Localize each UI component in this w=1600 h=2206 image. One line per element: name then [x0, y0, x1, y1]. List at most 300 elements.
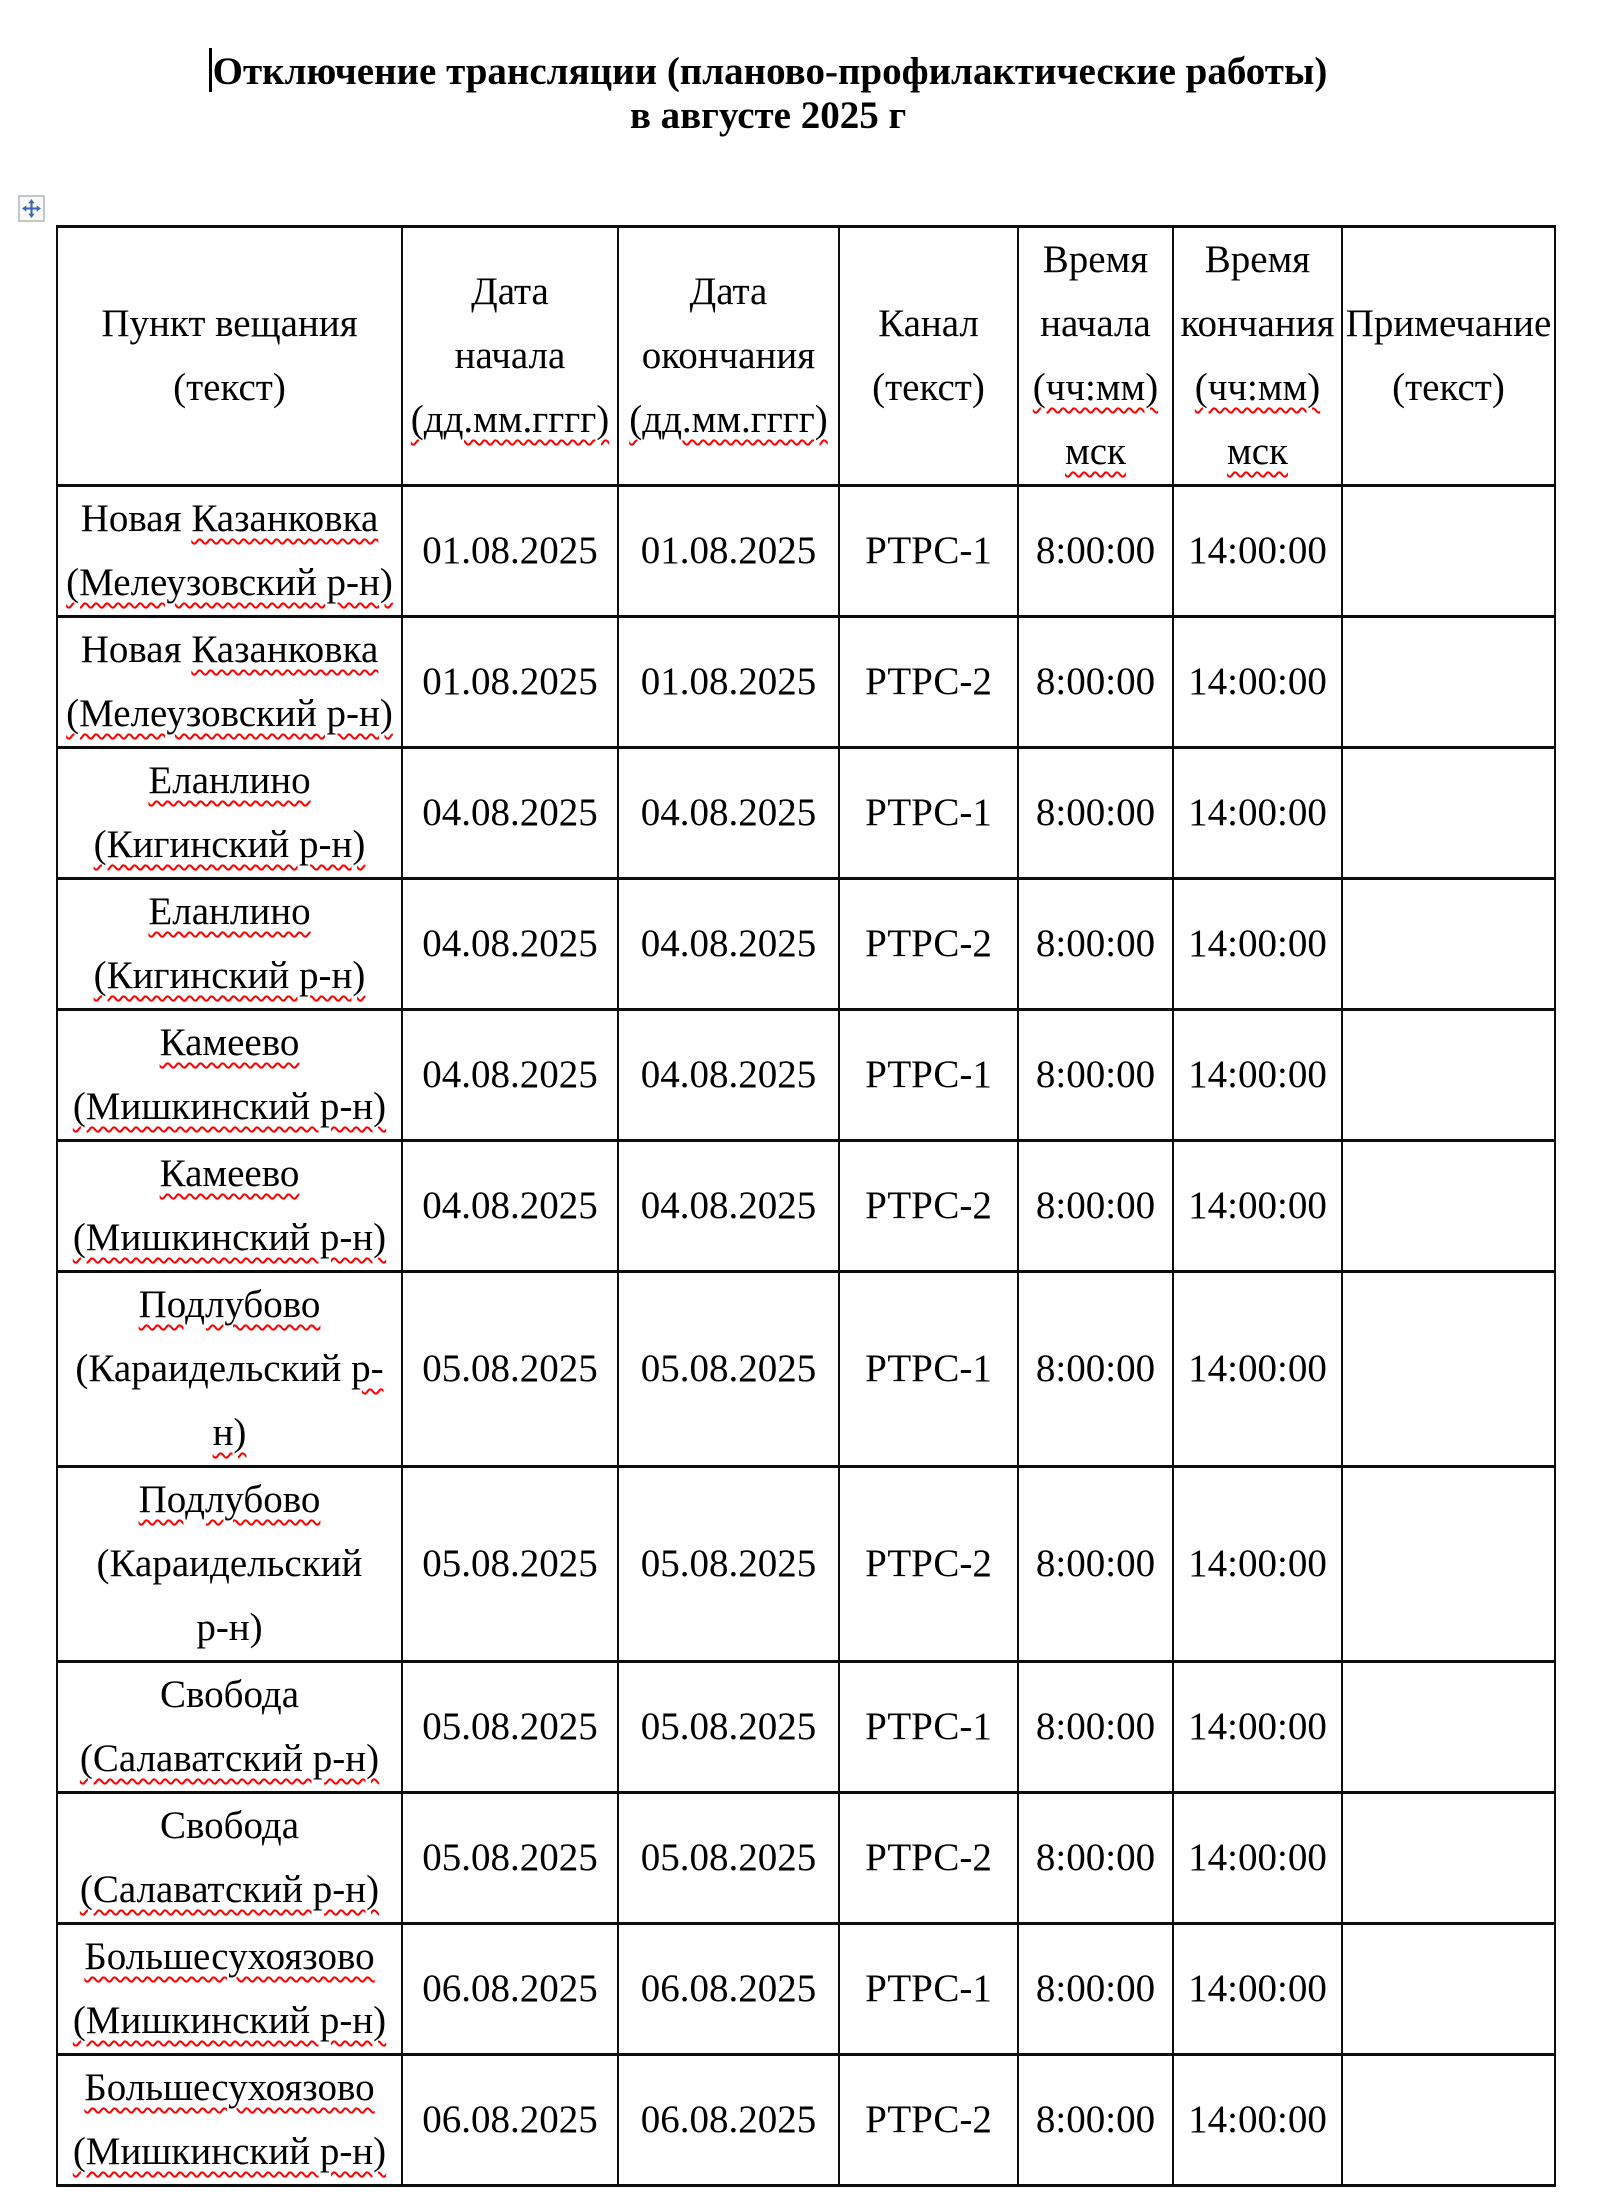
- text-segment: 8:00:00: [1035, 1967, 1156, 2010]
- cell-date-start[interactable]: [402, 486, 618, 617]
- cell-text-line: [619, 2088, 838, 2152]
- text-segment: 04.08.2025: [422, 791, 598, 834]
- cell-note[interactable]: [1342, 486, 1555, 617]
- text-segment: Время: [1204, 238, 1311, 281]
- cell-note[interactable]: [1342, 1010, 1555, 1141]
- table-row: [57, 1272, 1555, 1467]
- header-cell-point[interactable]: [57, 227, 402, 486]
- cell-text-line: [840, 519, 1017, 583]
- cell-text-line: [58, 813, 401, 877]
- document-title[interactable]: [0, 48, 1536, 138]
- cell-date-end[interactable]: [618, 879, 839, 1010]
- cell-text-line: [403, 650, 617, 714]
- cell-text-line: [58, 1794, 401, 1858]
- cell-time-end[interactable]: [1173, 1467, 1342, 1662]
- cell-text-line: [403, 1826, 617, 1890]
- cell-text-line: [58, 1663, 401, 1727]
- cell-text-line: [840, 1532, 1017, 1596]
- cell-date-end[interactable]: [618, 2055, 839, 2186]
- cell-channel[interactable]: [839, 1141, 1018, 1272]
- text-segment: 8:00:00: [1035, 1347, 1156, 1390]
- cell-text-line: [619, 260, 838, 324]
- text-segment: 8:00:00: [1035, 1705, 1156, 1748]
- cell-time-end[interactable]: [1173, 2055, 1342, 2186]
- cell-point[interactable]: [57, 879, 402, 1010]
- cell-text-line: [1174, 356, 1341, 420]
- misspelled-text: (Мелеузовский р-н): [66, 692, 393, 735]
- misspelled-text: (чч:мм): [1194, 366, 1321, 409]
- cell-text-line: [58, 944, 401, 1008]
- cell-text-line: [1174, 1043, 1341, 1107]
- cell-note[interactable]: [1342, 1141, 1555, 1272]
- text-segment: (текст): [872, 366, 985, 409]
- text-segment: 05.08.2025: [640, 1836, 817, 1879]
- cell-text-line: [840, 1826, 1017, 1890]
- header-cell-date_end[interactable]: [618, 227, 839, 486]
- title-line-2: в августе 2025 г: [629, 94, 907, 137]
- cell-text-line: [840, 1174, 1017, 1238]
- misspelled-text: н): [212, 1411, 247, 1454]
- cell-date-start[interactable]: [402, 1924, 618, 2055]
- cell-date-start[interactable]: [402, 2055, 618, 2186]
- cell-text-line: [58, 749, 401, 813]
- text-segment: Время: [1042, 238, 1149, 281]
- outage-schedule-table: [56, 225, 1556, 2187]
- cell-text-line: [1019, 912, 1172, 976]
- text-segment: РТРС-1: [865, 1347, 992, 1390]
- text-segment: (Караидельский: [75, 1347, 352, 1390]
- cell-date-end[interactable]: [618, 1272, 839, 1467]
- misspelled-text: мск: [1227, 430, 1288, 473]
- misspelled-text: Подлубово: [138, 1283, 321, 1326]
- cell-note[interactable]: [1342, 1924, 1555, 2055]
- cell-time-start[interactable]: [1018, 1141, 1173, 1272]
- cell-time-end[interactable]: [1173, 617, 1342, 748]
- misspelled-text: Еланлино: [148, 759, 311, 802]
- cell-text-line: [58, 1468, 401, 1532]
- text-segment: кончания: [1180, 302, 1335, 345]
- cell-text-line: [619, 519, 838, 583]
- table-row: [57, 1924, 1555, 2055]
- misspelled-text: Камеево: [159, 1152, 300, 1195]
- cell-point[interactable]: [57, 2055, 402, 2186]
- cell-date-end[interactable]: [618, 1793, 839, 1924]
- cell-point[interactable]: [57, 617, 402, 748]
- text-segment: РТРС-1: [865, 529, 992, 572]
- cell-note[interactable]: [1342, 1793, 1555, 1924]
- text-segment: Дата: [689, 270, 768, 313]
- cell-date-start[interactable]: [402, 1467, 618, 1662]
- cell-text-line: [58, 1011, 401, 1075]
- cell-text-line: [1174, 650, 1341, 714]
- cell-text-line: [1174, 1695, 1341, 1759]
- text-segment: 05.08.2025: [640, 1542, 817, 1585]
- text-segment: начала: [454, 334, 566, 377]
- cell-text-line: [840, 781, 1017, 845]
- cell-text-line: [403, 388, 617, 452]
- cell-text-line: [1174, 1957, 1341, 2021]
- table-row: [57, 1467, 1555, 1662]
- text-segment: 04.08.2025: [640, 791, 817, 834]
- cell-date-start[interactable]: [402, 1662, 618, 1793]
- move-icon: [22, 199, 41, 218]
- cell-time-start[interactable]: [1018, 486, 1173, 617]
- cell-time-end[interactable]: [1173, 1141, 1342, 1272]
- cell-time-start[interactable]: [1018, 1793, 1173, 1924]
- text-segment: 14:00:00: [1188, 1542, 1327, 1585]
- cell-text-line: [58, 1206, 401, 1270]
- misspelled-text: Подлубово: [138, 1478, 321, 1521]
- text-segment: 8:00:00: [1035, 1053, 1156, 1096]
- cell-point[interactable]: [57, 1662, 402, 1793]
- text-segment: Примечание: [1345, 302, 1552, 345]
- text-segment: Новая: [80, 628, 192, 671]
- misspelled-text: р-: [351, 1347, 384, 1390]
- cell-time-end[interactable]: [1173, 486, 1342, 617]
- cell-time-start[interactable]: [1018, 1467, 1173, 1662]
- text-segment: Пункт вещания: [101, 302, 358, 345]
- cell-date-end[interactable]: [618, 1467, 839, 1662]
- cell-text-line: [840, 292, 1017, 356]
- cell-text-line: [840, 1957, 1017, 2021]
- cell-text-line: [58, 487, 401, 551]
- text-segment: 01.08.2025: [422, 660, 598, 703]
- cell-text-line: [1174, 228, 1341, 292]
- table-row: [57, 1662, 1555, 1793]
- cell-text-line: [58, 1075, 401, 1139]
- cell-text-line: [840, 356, 1017, 420]
- misspelled-text: (Салаватский р-н): [79, 1737, 380, 1780]
- table-row: [57, 748, 1555, 879]
- cell-text-line: [1019, 1532, 1172, 1596]
- text-segment: 14:00:00: [1188, 791, 1327, 834]
- misspelled-text: (Мишкинский р-н): [72, 1999, 387, 2042]
- text-segment: 8:00:00: [1035, 791, 1156, 834]
- text-segment: 8:00:00: [1035, 1836, 1156, 1879]
- cell-date-end[interactable]: [618, 748, 839, 879]
- cell-text-line: [1174, 1532, 1341, 1596]
- cell-text-line: [58, 1727, 401, 1791]
- misspelled-text: (дд.мм.гггг): [629, 398, 828, 441]
- text-segment: РТРС-1: [865, 1705, 992, 1748]
- table-move-handle[interactable]: [18, 195, 45, 222]
- cell-text-line: [1019, 228, 1172, 292]
- misspelled-text: (Салаватский р-н): [79, 1868, 380, 1911]
- cell-text-line: [1174, 1174, 1341, 1238]
- cell-text-line: [619, 650, 838, 714]
- header-cell-time_start[interactable]: [1018, 227, 1173, 486]
- text-segment: Канал: [878, 302, 979, 345]
- cell-text-line: [1019, 650, 1172, 714]
- text-segment: р-н): [196, 1606, 263, 1649]
- header-cell-note[interactable]: [1342, 227, 1555, 486]
- cell-text-line: [619, 1532, 838, 1596]
- cell-point[interactable]: [57, 1793, 402, 1924]
- cell-channel[interactable]: [839, 879, 1018, 1010]
- text-segment: РТРС-2: [865, 1836, 992, 1879]
- cell-text-line: [58, 618, 401, 682]
- text-segment: (текст): [1392, 366, 1505, 409]
- cell-text-line: [403, 781, 617, 845]
- cell-date-end[interactable]: [618, 486, 839, 617]
- cell-time-end[interactable]: [1173, 1272, 1342, 1467]
- cell-text-line: [58, 2120, 401, 2184]
- table-row: [57, 2055, 1555, 2186]
- header-cell-time_end[interactable]: [1173, 227, 1342, 486]
- title-line-1: [0, 48, 1536, 94]
- cell-time-end[interactable]: [1173, 1010, 1342, 1141]
- cell-time-end[interactable]: [1173, 879, 1342, 1010]
- cell-channel[interactable]: [839, 748, 1018, 879]
- text-segment: 04.08.2025: [640, 1184, 817, 1227]
- misspelled-text: (Кигинский р-н): [93, 823, 366, 866]
- cell-text-line: [403, 1957, 617, 2021]
- text-segment: Свобода: [159, 1804, 300, 1847]
- text-segment: Свобода: [159, 1673, 300, 1716]
- text-segment: 01.08.2025: [640, 660, 817, 703]
- cell-time-end[interactable]: [1173, 1924, 1342, 2055]
- cell-channel[interactable]: [839, 1924, 1018, 2055]
- cell-text-line: [1174, 420, 1341, 484]
- text-segment: РТРС-1: [865, 1053, 992, 1096]
- cell-text-line: [403, 1174, 617, 1238]
- text-segment: 8:00:00: [1035, 660, 1156, 703]
- cell-time-start[interactable]: [1018, 748, 1173, 879]
- cell-note[interactable]: [1342, 1272, 1555, 1467]
- cell-text-line: [403, 324, 617, 388]
- cell-point[interactable]: [57, 486, 402, 617]
- cell-point[interactable]: [57, 748, 402, 879]
- misspelled-text: (Кигинский р-н): [93, 954, 366, 997]
- text-segment: РТРС-1: [865, 1967, 992, 2010]
- cell-time-end[interactable]: [1173, 1662, 1342, 1793]
- cell-date-end[interactable]: [618, 1141, 839, 1272]
- cell-text-line: [619, 781, 838, 845]
- cell-time-start[interactable]: [1018, 879, 1173, 1010]
- cell-text-line: [619, 1337, 838, 1401]
- text-segment: 06.08.2025: [640, 1967, 817, 2010]
- cell-note[interactable]: [1342, 1467, 1555, 1662]
- misspelled-text: (Мишкинский р-н): [72, 2130, 387, 2173]
- header-cell-date_start[interactable]: [402, 227, 618, 486]
- cell-text-line: [403, 1695, 617, 1759]
- text-segment: 01.08.2025: [640, 529, 817, 572]
- text-segment: 04.08.2025: [640, 1053, 817, 1096]
- text-segment: начала: [1040, 302, 1151, 345]
- text-segment: 14:00:00: [1188, 922, 1327, 965]
- text-segment: 14:00:00: [1188, 1967, 1327, 2010]
- text-segment: 06.08.2025: [640, 2098, 817, 2141]
- table-row: [57, 1010, 1555, 1141]
- table-row: [57, 1141, 1555, 1272]
- cell-text-line: [840, 1695, 1017, 1759]
- cell-note[interactable]: [1342, 748, 1555, 879]
- cell-note[interactable]: [1342, 1662, 1555, 1793]
- cell-note[interactable]: [1342, 617, 1555, 748]
- table-row: [57, 1793, 1555, 1924]
- text-segment: 05.08.2025: [422, 1347, 598, 1390]
- cell-channel[interactable]: [839, 486, 1018, 617]
- cell-date-end[interactable]: [618, 1924, 839, 2055]
- cell-time-start[interactable]: [1018, 1010, 1173, 1141]
- cell-text-line: [58, 551, 401, 615]
- cell-text-line: [403, 1043, 617, 1107]
- cell-text-line: [58, 1401, 401, 1465]
- text-segment: (Караидельский: [96, 1542, 363, 1585]
- cell-text-line: [1019, 1043, 1172, 1107]
- table-row: [57, 486, 1555, 617]
- cell-time-start[interactable]: [1018, 617, 1173, 748]
- cell-date-start[interactable]: [402, 1141, 618, 1272]
- text-segment: 01.08.2025: [422, 529, 598, 572]
- cell-text-line: [619, 1826, 838, 1890]
- cell-text-line: [1019, 1826, 1172, 1890]
- cell-channel[interactable]: [839, 1793, 1018, 1924]
- cell-text-line: [58, 682, 401, 746]
- text-segment: 8:00:00: [1035, 529, 1156, 572]
- table-row: [57, 879, 1555, 1010]
- text-segment: 14:00:00: [1188, 1184, 1327, 1227]
- cell-text-line: [58, 880, 401, 944]
- cell-text-line: [619, 1695, 838, 1759]
- text-segment: 8:00:00: [1035, 922, 1156, 965]
- cell-text-line: [619, 388, 838, 452]
- cell-text-line: [1343, 292, 1554, 356]
- cell-channel[interactable]: [839, 1467, 1018, 1662]
- cell-text-line: [403, 1337, 617, 1401]
- cell-text-line: [1019, 420, 1172, 484]
- misspelled-text: Большесухоязово: [84, 1935, 375, 1978]
- misspelled-text: (дд.мм.гггг): [410, 398, 610, 441]
- cell-point[interactable]: [57, 1141, 402, 1272]
- text-segment: 06.08.2025: [422, 1967, 598, 2010]
- cell-text-line: [619, 1957, 838, 2021]
- cell-date-start[interactable]: [402, 879, 618, 1010]
- cell-time-start[interactable]: [1018, 1662, 1173, 1793]
- cell-text-line: [58, 1858, 401, 1922]
- cell-date-end[interactable]: [618, 617, 839, 748]
- cell-point[interactable]: [57, 1010, 402, 1141]
- cell-date-end[interactable]: [618, 1662, 839, 1793]
- cell-time-end[interactable]: [1173, 1793, 1342, 1924]
- text-segment: 14:00:00: [1188, 1347, 1327, 1390]
- cell-text-line: [619, 324, 838, 388]
- cell-text-line: [58, 292, 401, 356]
- cell-date-start[interactable]: [402, 1010, 618, 1141]
- cell-date-start[interactable]: [402, 748, 618, 879]
- table-row: [57, 617, 1555, 748]
- cell-text-line: [840, 912, 1017, 976]
- cell-text-line: [1174, 1826, 1341, 1890]
- cell-text-line: [58, 1337, 401, 1401]
- cell-text-line: [1174, 2088, 1341, 2152]
- cell-text-line: [403, 2088, 617, 2152]
- text-segment: Новая: [80, 497, 192, 540]
- cell-date-end[interactable]: [618, 1010, 839, 1141]
- text-segment: 14:00:00: [1188, 2098, 1327, 2141]
- misspelled-text: (чч:мм): [1032, 366, 1159, 409]
- text-segment: РТРС-2: [865, 1542, 992, 1585]
- cell-text-line: [1019, 356, 1172, 420]
- cell-text-line: [1019, 519, 1172, 583]
- cell-text-line: [403, 519, 617, 583]
- cell-text-line: [58, 1532, 401, 1596]
- text-segment: РТРС-2: [865, 922, 992, 965]
- cell-text-line: [58, 1989, 401, 2053]
- cell-channel[interactable]: [839, 2055, 1018, 2186]
- text-segment: окончания: [641, 334, 816, 377]
- cell-channel[interactable]: [839, 617, 1018, 748]
- cell-time-start[interactable]: [1018, 2055, 1173, 2186]
- text-segment: 14:00:00: [1188, 529, 1327, 572]
- text-segment: 14:00:00: [1188, 1053, 1327, 1096]
- text-segment: 05.08.2025: [640, 1705, 817, 1748]
- cell-text-line: [840, 1337, 1017, 1401]
- cell-text-line: [58, 356, 401, 420]
- cell-note[interactable]: [1342, 879, 1555, 1010]
- text-segment: 04.08.2025: [422, 1184, 598, 1227]
- cell-date-start[interactable]: [402, 1272, 618, 1467]
- text-cursor: [209, 48, 212, 92]
- misspelled-text: Камеево: [159, 1021, 300, 1064]
- cell-text-line: [1174, 781, 1341, 845]
- text-segment: 14:00:00: [1188, 1705, 1327, 1748]
- cell-text-line: [619, 912, 838, 976]
- cell-point[interactable]: [57, 1924, 402, 2055]
- cell-channel[interactable]: [839, 1272, 1018, 1467]
- text-segment: 04.08.2025: [422, 922, 598, 965]
- cell-time-start[interactable]: [1018, 1924, 1173, 2055]
- text-segment: 8:00:00: [1035, 1184, 1156, 1227]
- table-header-row: [57, 227, 1555, 486]
- cell-note[interactable]: [1342, 2055, 1555, 2186]
- misspelled-text: мск: [1065, 430, 1126, 473]
- misspelled-text: Еланлино: [148, 890, 311, 933]
- cell-time-start[interactable]: [1018, 1272, 1173, 1467]
- cell-text-line: [58, 1273, 401, 1337]
- cell-date-start[interactable]: [402, 617, 618, 748]
- misspelled-text: Большесухоязово: [84, 2066, 375, 2109]
- cell-text-line: [619, 1174, 838, 1238]
- cell-text-line: [840, 650, 1017, 714]
- cell-text-line: [1019, 1337, 1172, 1401]
- text-segment: 06.08.2025: [422, 2098, 598, 2141]
- text-segment: 14:00:00: [1188, 1836, 1327, 1879]
- cell-text-line: [403, 912, 617, 976]
- cell-text-line: [1019, 781, 1172, 845]
- cell-text-line: [1019, 2088, 1172, 2152]
- cell-point[interactable]: [57, 1467, 402, 1662]
- cell-text-line: [403, 1532, 617, 1596]
- text-segment: РТРС-2: [865, 1184, 992, 1227]
- misspelled-text: Казанковка: [191, 497, 379, 540]
- cell-date-start[interactable]: [402, 1793, 618, 1924]
- text-segment: 8:00:00: [1035, 2098, 1156, 2141]
- cell-text-line: [1019, 292, 1172, 356]
- cell-time-end[interactable]: [1173, 748, 1342, 879]
- cell-text-line: [1019, 1957, 1172, 2021]
- cell-text-line: [1174, 1337, 1341, 1401]
- header-cell-channel[interactable]: [839, 227, 1018, 486]
- misspelled-text: (Мелеузовский р-н): [66, 561, 393, 604]
- text-segment: 8:00:00: [1035, 1542, 1156, 1585]
- misspelled-text: (Мишкинский р-н): [72, 1216, 387, 1259]
- misspelled-text: Казанковка: [191, 628, 379, 671]
- cell-channel[interactable]: [839, 1662, 1018, 1793]
- cell-channel[interactable]: [839, 1010, 1018, 1141]
- text-segment: РТРС-2: [865, 660, 992, 703]
- cell-point[interactable]: [57, 1272, 402, 1467]
